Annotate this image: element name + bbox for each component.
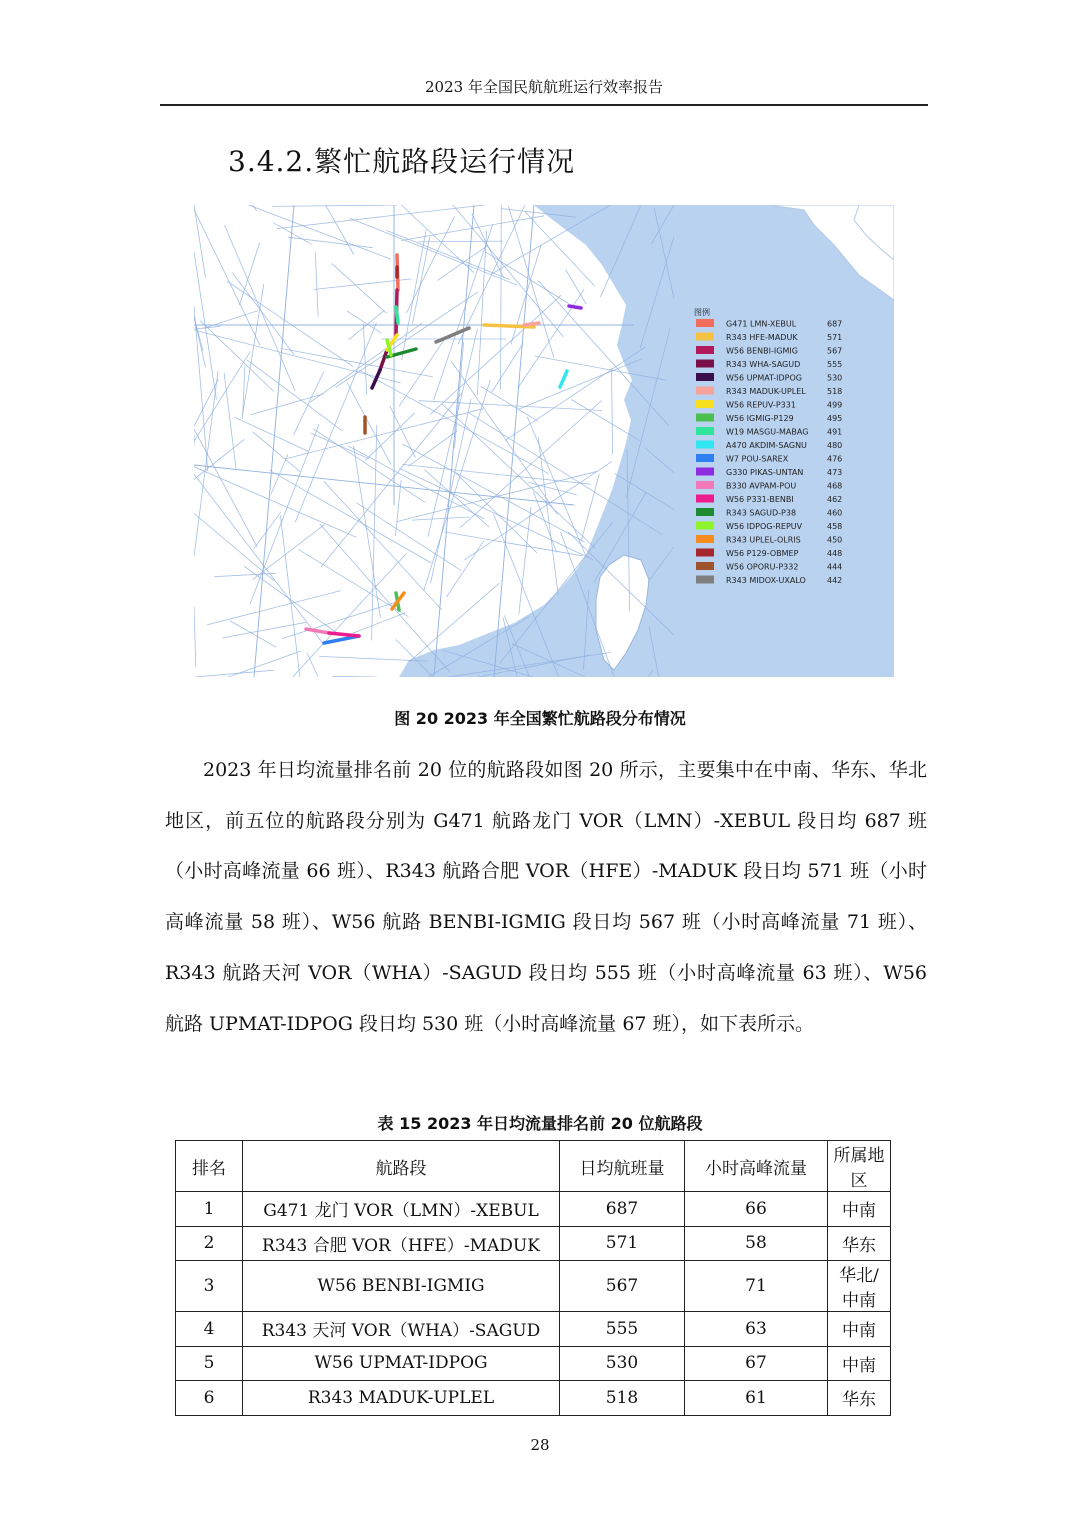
segment-cell: R343 MADUK-UPLEL <box>243 1381 560 1416</box>
table-row <box>176 1381 891 1416</box>
daily-cell: 555 <box>560 1312 685 1347</box>
daily-cell: 571 <box>560 1226 685 1261</box>
segment-cell: W56 BENBI-IGMIG <box>243 1261 560 1312</box>
legend-value: 448 <box>827 549 843 558</box>
col-daily-header: 日均航班量 <box>560 1141 685 1192</box>
col-region-header: 所属地区 <box>828 1141 891 1192</box>
legend-value: 444 <box>827 562 843 572</box>
region-cell: 华东 <box>828 1226 891 1261</box>
legend-label: W19 MASGU-MABAG <box>726 427 809 437</box>
segment-cell: R343 合肥 VOR（HFE）-MADUK <box>243 1226 560 1261</box>
region-cell: 中南 <box>828 1346 891 1381</box>
legend-swatch <box>696 319 714 327</box>
rank-cell: 3 <box>176 1261 243 1312</box>
peak-cell: 63 <box>685 1312 828 1347</box>
rank-cell: 4 <box>176 1312 243 1347</box>
rank-cell: 2 <box>176 1226 243 1261</box>
legend-value: 567 <box>827 346 843 356</box>
legend-label: A470 AKDIM-SAGNU <box>726 441 807 450</box>
daily-cell: 567 <box>560 1261 685 1312</box>
legend-swatch <box>696 387 714 395</box>
legend-label: W56 IGMIG-P129 <box>726 414 794 423</box>
segment-cell: G471 龙门 VOR（LMN）-XEBUL <box>243 1192 560 1227</box>
legend-value: 473 <box>827 468 843 477</box>
legend-value: 462 <box>827 495 843 504</box>
segment-cell: W56 UPMAT-IDPOG <box>243 1346 560 1381</box>
section-title: 3.4.2.繁忙航路段运行情况 <box>228 145 576 178</box>
legend-value: 499 <box>827 400 843 410</box>
legend-swatch <box>696 468 714 476</box>
col-rank-header: 排名 <box>176 1141 243 1192</box>
legend-swatch <box>696 495 714 503</box>
daily-cell: 530 <box>560 1346 685 1381</box>
legend-label: W56 P331-BENBI <box>726 495 794 504</box>
legend-value: 687 <box>827 319 843 329</box>
legend-value: 555 <box>827 360 843 369</box>
peak-cell: 58 <box>685 1226 828 1261</box>
table-row <box>176 1192 891 1227</box>
rank-cell: 6 <box>176 1381 243 1416</box>
legend-label: W56 P129-OBMEP <box>726 549 799 558</box>
legend-swatch <box>696 535 714 543</box>
legend-label: W56 BENBI-IGMIG <box>726 346 798 356</box>
rank-cell: 1 <box>176 1192 243 1227</box>
table-row <box>176 1346 891 1381</box>
legend-swatch <box>696 576 714 584</box>
peak-cell: 66 <box>685 1192 828 1227</box>
legend-label: R343 HFE-MADUK <box>726 333 798 342</box>
legend-value: 530 <box>827 373 843 383</box>
table-row <box>176 1312 891 1347</box>
table-row <box>176 1261 891 1312</box>
legend-label: R343 MIDOX-UXALO <box>726 576 806 585</box>
legend-swatch <box>696 454 714 462</box>
legend-swatch <box>696 360 714 368</box>
legend-swatch <box>696 333 714 341</box>
table-caption: 表 15 2023 年日均流量排名前 20 位航路段 <box>377 1114 703 1133</box>
legend-label: R343 WHA-SAGUD <box>726 360 801 369</box>
daily-cell: 687 <box>560 1192 685 1227</box>
legend-value: 442 <box>827 576 843 585</box>
table-row <box>176 1226 891 1261</box>
legend-swatch <box>696 414 714 422</box>
col-segment-header: 航路段 <box>243 1141 560 1192</box>
legend-swatch <box>696 481 714 489</box>
peak-cell: 61 <box>685 1381 828 1416</box>
busy-segment <box>569 306 581 308</box>
legend-label: W56 UPMAT-IDPOG <box>726 373 802 383</box>
legend-label: W56 OPORU-P332 <box>726 562 799 572</box>
daily-cell: 518 <box>560 1381 685 1416</box>
legend-value: 468 <box>827 481 843 491</box>
legend-swatch <box>696 562 714 570</box>
legend-label: R343 MADUK-UPLEL <box>726 387 806 396</box>
legend-label: B330 AVPAM-POU <box>726 481 797 491</box>
route-ranking-table <box>175 1140 891 1416</box>
legend-swatch <box>696 346 714 354</box>
legend-value: 458 <box>827 522 843 531</box>
legend-value: 495 <box>827 414 843 423</box>
legend-swatch <box>696 373 714 381</box>
legend-value: 491 <box>827 427 843 437</box>
body-paragraph: 2023 年日均流量排名前 20 位的航路段如图 20 所示，主要集中在中南、华东、华北地区，前五位的航路段分别为 G471 航路龙门 VOR（LMN）-XEBUL 段日均 687 班（小时高峰流量 66 班）、R343 航路合肥 VOR（HFE）-MADUK 段日均 571 班（小时高峰流量 58 班）、W56 航路 BENBI-IGMIG 段日均 567 班（小时高峰流量 71 班）、R343 航路天河 VOR（WHA）-SAGUD 段日均 555 班（小时高峰流量 63 班）、W56 航路 UPMAT-IDPOG 段日均 530 班（小时高峰流量 67 班），如下表所示。 <box>165 759 927 1035</box>
legend-swatch <box>696 441 714 449</box>
legend-label: R343 UPLEL-OLRIS <box>726 535 801 545</box>
legend-title: 图例 <box>694 308 710 317</box>
table-header-row <box>176 1141 891 1192</box>
region-cell: 中南 <box>828 1312 891 1347</box>
legend-label: G330 PIKAS-UNTAN <box>726 468 804 477</box>
region-cell: 中南 <box>828 1192 891 1227</box>
legend-swatch <box>696 522 714 530</box>
legend-value: 450 <box>827 535 843 545</box>
legend-label: W7 POU-SAREX <box>726 454 789 464</box>
page-header: 2023 年全国民航航班运行效率报告 <box>160 70 928 106</box>
legend-value: 476 <box>827 454 843 464</box>
legend-swatch <box>696 549 714 557</box>
busy-segment <box>396 307 398 323</box>
figure-caption: 图 20 2023 年全国繁忙航路段分布情况 <box>394 709 686 728</box>
route-map <box>194 205 894 677</box>
page-number: 28 <box>530 1436 550 1454</box>
legend-value: 571 <box>827 333 843 342</box>
route-map-svg <box>194 205 894 677</box>
legend-label: R343 SAGUD-P38 <box>726 508 797 518</box>
region-cell: 华北/中南 <box>828 1261 891 1312</box>
busy-segment <box>524 323 539 325</box>
region-cell: 华东 <box>828 1381 891 1416</box>
col-peak-header: 小时高峰流量 <box>685 1141 828 1192</box>
legend-swatch <box>696 427 714 435</box>
rank-cell: 5 <box>176 1346 243 1381</box>
legend-swatch <box>696 508 714 516</box>
legend-value: 518 <box>827 387 843 396</box>
legend-value: 460 <box>827 508 843 518</box>
legend-label: G471 LMN-XEBUL <box>726 319 797 329</box>
segment-cell: R343 天河 VOR（WHA）-SAGUD <box>243 1312 560 1347</box>
legend-value: 480 <box>827 441 843 450</box>
legend-label: W56 IDPOG-REPUV <box>726 522 803 531</box>
legend-swatch <box>696 400 714 408</box>
peak-cell: 71 <box>685 1261 828 1312</box>
legend-label: W56 REPUV-P331 <box>726 400 796 410</box>
peak-cell: 67 <box>685 1346 828 1381</box>
